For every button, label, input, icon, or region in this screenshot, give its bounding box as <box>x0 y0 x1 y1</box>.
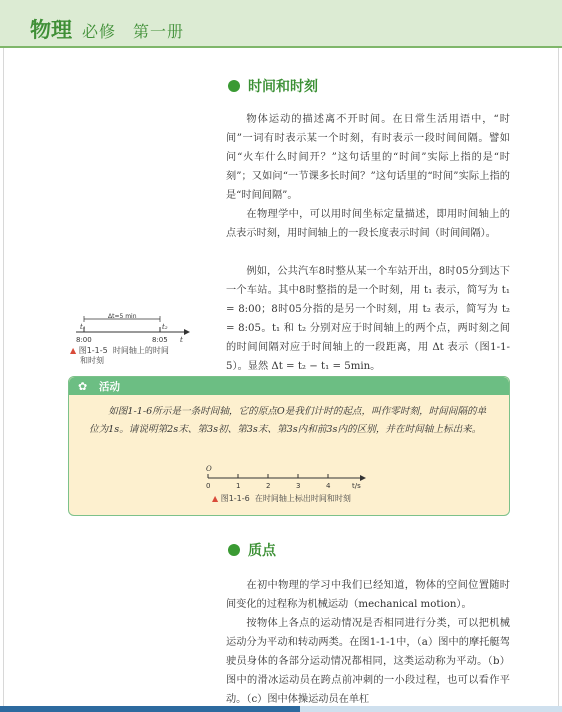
caption-number: 图1-1-5 <box>78 346 108 355</box>
tick-group <box>206 474 361 490</box>
tick-label: t/s <box>352 482 361 490</box>
page-border-left <box>3 48 4 712</box>
page-border-right <box>558 48 559 712</box>
subject-label: 物理 <box>30 18 72 42</box>
triangle-icon: ▲ <box>70 346 77 355</box>
axis-arrow-icon <box>360 475 366 481</box>
bullet-dot-icon <box>228 544 240 556</box>
caption-text: 时间轴上的时间 <box>112 346 169 355</box>
activity-title: 活动 <box>99 381 120 393</box>
time2-label: 8:05 <box>152 336 168 344</box>
bottom-bar-light <box>300 706 562 712</box>
activity-header <box>69 377 509 395</box>
paragraph: 在物理学中，可以用时间坐标定量描述，即用时间轴上的点表示时刻，用时间轴上的一段长度表示时间（时间间隔）。 <box>226 209 510 239</box>
tick-label: 0 <box>206 482 211 490</box>
t2-label: t₂ <box>162 323 168 331</box>
triangle-icon: ▲ <box>212 494 219 503</box>
caption-text: 在时间轴上标出时间和时刻 <box>254 494 351 503</box>
timeline-figure <box>72 310 192 346</box>
tick-label: 3 <box>296 482 301 490</box>
paragraph: 按物体上各点的运动情况是否相同进行分类，可以把机械运动分为平动和转动两类。在图1-1-1中，（a）图中的摩托艇驾驶员身体的各部分运动情况都相同，这类运动称为平动。（b）图中的滑冰运动员在跨点前冲刺的一小段过程，也可以看作平动。（c）图中体操运动员在单杠 <box>226 618 510 705</box>
page-header <box>0 0 562 46</box>
paragraph: 在初中物理的学习中我们已经知道，物体的空间位置随时间变化的过程称为机械运动（mechanical motion）。 <box>226 580 510 610</box>
t1-label: t₁ <box>80 323 86 331</box>
axis-arrow-icon <box>184 329 190 335</box>
tick-label: 2 <box>266 482 271 490</box>
paragraph: 物体运动的描述离不开时间。在日常生活用语中，“时间”一词有时表示某一个时刻，有时表示一段时间间隔。譬如问“火车什么时间开？”这句话里的“时间”实际上指的是“时刻”；又如问“一节课多长时间？”这句话里的“时间”实际上指的是“时间间隔”。 <box>226 114 510 201</box>
volume-label: 必修 第一册 <box>82 22 185 41</box>
time1-label: 8:00 <box>76 336 92 344</box>
caption-text-2: 和时刻 <box>80 356 104 365</box>
book-title <box>30 14 184 44</box>
origin-label: O <box>206 465 212 473</box>
activity-timeline <box>200 460 370 490</box>
figure-caption <box>70 346 169 366</box>
activity-icon: ✿ <box>78 380 88 393</box>
section-title: 质点 <box>248 543 276 559</box>
section-heading-time <box>228 76 318 96</box>
axis-t-label: t <box>180 336 183 344</box>
section-heading-particle <box>228 540 276 560</box>
interval-label: Δt=5 min <box>108 313 137 320</box>
tick-label: 4 <box>326 482 331 490</box>
paragraph: 例如，公共汽车8时整从某一个车站开出，8时05分到达下一个车站。其中8时整指的是一个时刻，用 t₁ 表示，简写为 t₁ = 8:00；8时05分指的是另一个时刻，用 t₂ 表示，简写为 t₂ = 8:05。t₁ 和 t₂ 分别对应于时间轴上的两个点，两时刻之间的时间间隔对应于时间轴上的一段距离，用 Δt 表示（图1-1-5）。显然 Δt = t₂ − t₁ = 5min。 <box>226 266 510 372</box>
tick-label: 1 <box>236 482 241 490</box>
header-rule <box>0 46 562 48</box>
section-title: 时间和时刻 <box>248 79 318 95</box>
caption-number: 图1-1-6 <box>220 494 250 503</box>
activity-text: 如图1-1-6所示是一条时间轴，它的原点O是我们计时的起点，叫作零时刻，时间间隔的单位为1s。请说明第2s末、第3s初、第3s末、第3s内和前3s内的区别，并在时间轴上标出来。 <box>89 406 487 435</box>
bullet-dot-icon <box>228 80 240 92</box>
activity-caption <box>212 493 351 504</box>
